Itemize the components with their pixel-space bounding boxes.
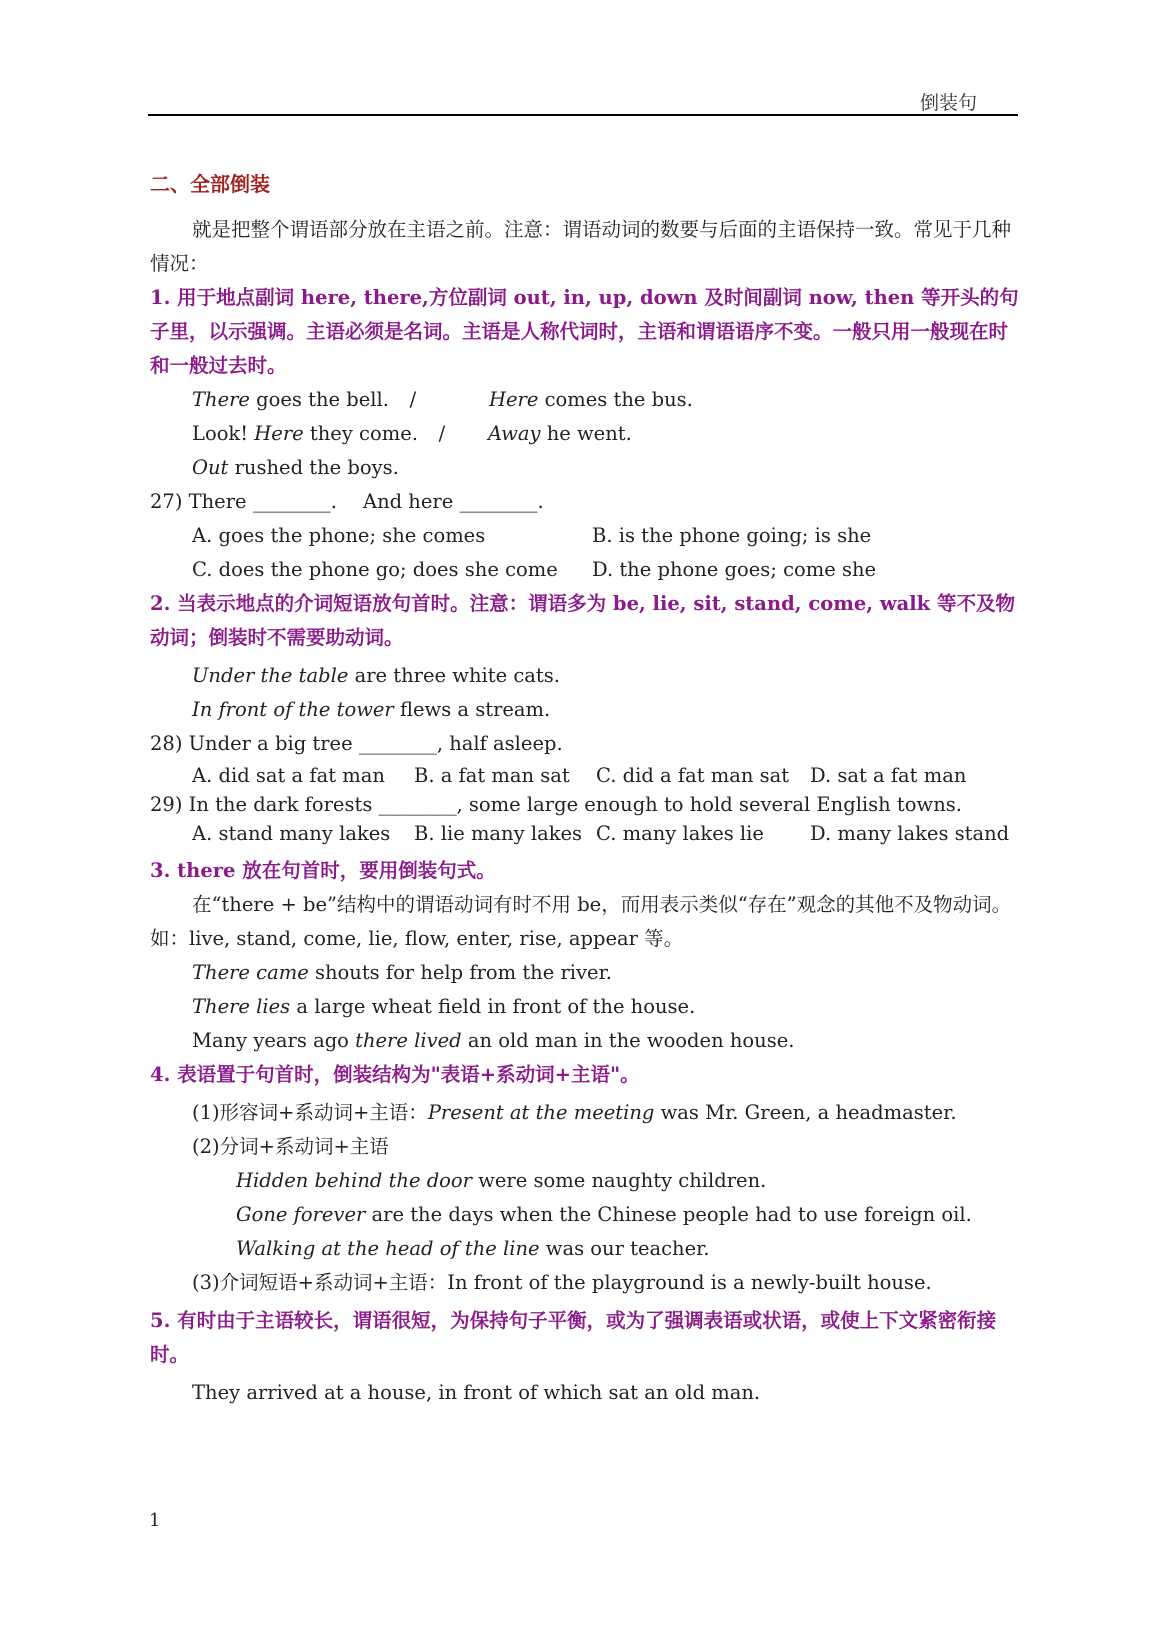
example-italic: Gone forever — [236, 1203, 366, 1226]
example-italic: There came — [192, 961, 309, 984]
example-line — [150, 990, 1022, 1024]
example-italic: Present at the meeting — [427, 1101, 655, 1124]
header-rule — [148, 114, 1018, 116]
separator: / — [438, 422, 446, 445]
example-text: flews a stream. — [393, 698, 551, 721]
example-text: goes the bell. — [249, 388, 389, 411]
example-italic: Walking at the head of the line — [236, 1237, 540, 1260]
example-line: (2)分词+系动词+主语 — [192, 1135, 389, 1158]
option-a: A. stand many lakes — [192, 822, 391, 845]
options-row — [150, 553, 1022, 587]
example-italic: Under the table — [192, 664, 349, 687]
running-header: 倒装句 — [920, 92, 978, 114]
option-d: D. sat a fat man — [810, 764, 967, 787]
example-text: shouts for help from the river. — [308, 961, 612, 984]
separator: / — [409, 388, 417, 411]
example-line: They arrived at a house, in front of which sat an old man. — [192, 1381, 761, 1404]
rule-2: 2. 当表示地点的介词短语放句首时。注意：谓语多为 be, lie, sit, stand, come, walk 等不及物动词；倒装时不需要助动词。 — [150, 592, 1015, 649]
option-c: C. many lakes lie — [596, 822, 764, 845]
option-a: A. goes the phone; she comes — [192, 524, 486, 547]
example-text: Many years ago — [192, 1029, 356, 1052]
section-title: 二、全部倒装 — [150, 172, 270, 196]
example-text: are the days when the Chinese people had to use foreign oil. — [365, 1203, 972, 1226]
example-italic: There — [192, 388, 250, 411]
example-text: they come. — [303, 422, 418, 445]
example-text: an old man in the wooden house. — [461, 1029, 795, 1052]
option-b: B. a fat man sat — [414, 764, 570, 787]
example-line — [150, 417, 1022, 451]
rule-5: 5. 有时由于主语较长，谓语很短，为保持句子平衡，或为了强调表语或状语，或使上下文紧密衔接时。 — [150, 1309, 997, 1366]
example-italic: In front of the tower — [192, 698, 394, 721]
example-line — [150, 383, 1022, 417]
options-row — [150, 519, 1022, 553]
example-text: was Mr. Green, a headmaster. — [654, 1101, 957, 1124]
option-b: B. is the phone going; is she — [592, 524, 872, 547]
question-27 — [150, 485, 1022, 519]
intro-paragraph: 就是把整个谓语部分放在主语之前。注意：谓语动词的数要与后面的主语保持一致。常见于几种情况： — [150, 218, 1012, 275]
example-line — [150, 693, 1022, 727]
example-line — [150, 1198, 1022, 1232]
example-text: comes the bus. — [538, 388, 693, 411]
question-28: 28) Under a big tree ________, half asleep. — [150, 732, 563, 755]
option-b: B. lie many lakes — [414, 822, 583, 845]
example-italic: Out — [192, 456, 229, 479]
options-row — [150, 761, 1022, 790]
option-d: D. the phone goes; come she — [592, 558, 877, 581]
example-line: (3)介词短语+系动词+主语：In front of the playground is a newly-built house. — [192, 1271, 932, 1294]
example-line — [150, 956, 1022, 990]
example-text: he went. — [540, 422, 632, 445]
example-line — [150, 451, 1022, 485]
rule-3-paragraph: 在“there + be”结构中的谓语动词有时不用 be，而用表示类似“存在”观念的其他不及物动词。如：live, stand, come, lie, flow, enter, rise, appear 等。 — [150, 893, 1012, 950]
example-text: are three white cats. — [348, 664, 560, 687]
option-c: C. does the phone go; does she come — [192, 558, 558, 581]
options-row — [150, 819, 1022, 848]
option-c: C. did a fat man sat — [596, 764, 790, 787]
example-text: were some naughty children. — [471, 1169, 767, 1192]
rule-3: 3. there 放在句首时，要用倒装句式。 — [150, 859, 496, 882]
example-italic: Here — [488, 388, 539, 411]
example-text: was our teacher. — [539, 1237, 710, 1260]
rule-4: 4. 表语置于句首时，倒装结构为"表语+系动词+主语"。 — [150, 1063, 640, 1086]
example-line — [150, 1232, 1022, 1266]
example-line — [150, 659, 1022, 693]
page-number: 1 — [149, 1510, 161, 1531]
example-line — [150, 1024, 1022, 1058]
question-stem: And here ________. — [362, 490, 544, 513]
example-line — [150, 1164, 1022, 1198]
example-text: (1)形容词+系动词+主语： — [192, 1101, 428, 1124]
example-italic: there lived — [355, 1029, 462, 1052]
example-italic: Away — [487, 422, 541, 445]
example-italic: Here — [254, 422, 304, 445]
example-text: rushed the boys. — [228, 456, 399, 479]
question-stem: 27) There ________. — [150, 490, 337, 513]
example-italic: Hidden behind the door — [236, 1169, 472, 1192]
example-italic: There lies — [192, 995, 291, 1018]
rule-1: 1. 用于地点副词 here, there,方位副词 out, in, up, down 及时间副词 now, then 等开头的句子里，以示强调。主语必须是名词。主语是人称代词时，主语和谓语语序不变。一般只用一般现在时和一般过去时。 — [150, 286, 1019, 377]
example-text: a large wheat field in front of the house. — [290, 995, 696, 1018]
document-body — [150, 168, 1022, 1410]
option-d: D. many lakes stand — [810, 822, 1010, 845]
question-29: 29) In the dark forests ________, some large enough to hold several English towns. — [150, 793, 962, 816]
example-text: Look! — [192, 422, 255, 445]
example-line — [150, 1096, 1022, 1130]
option-a: A. did sat a fat man — [192, 764, 385, 787]
